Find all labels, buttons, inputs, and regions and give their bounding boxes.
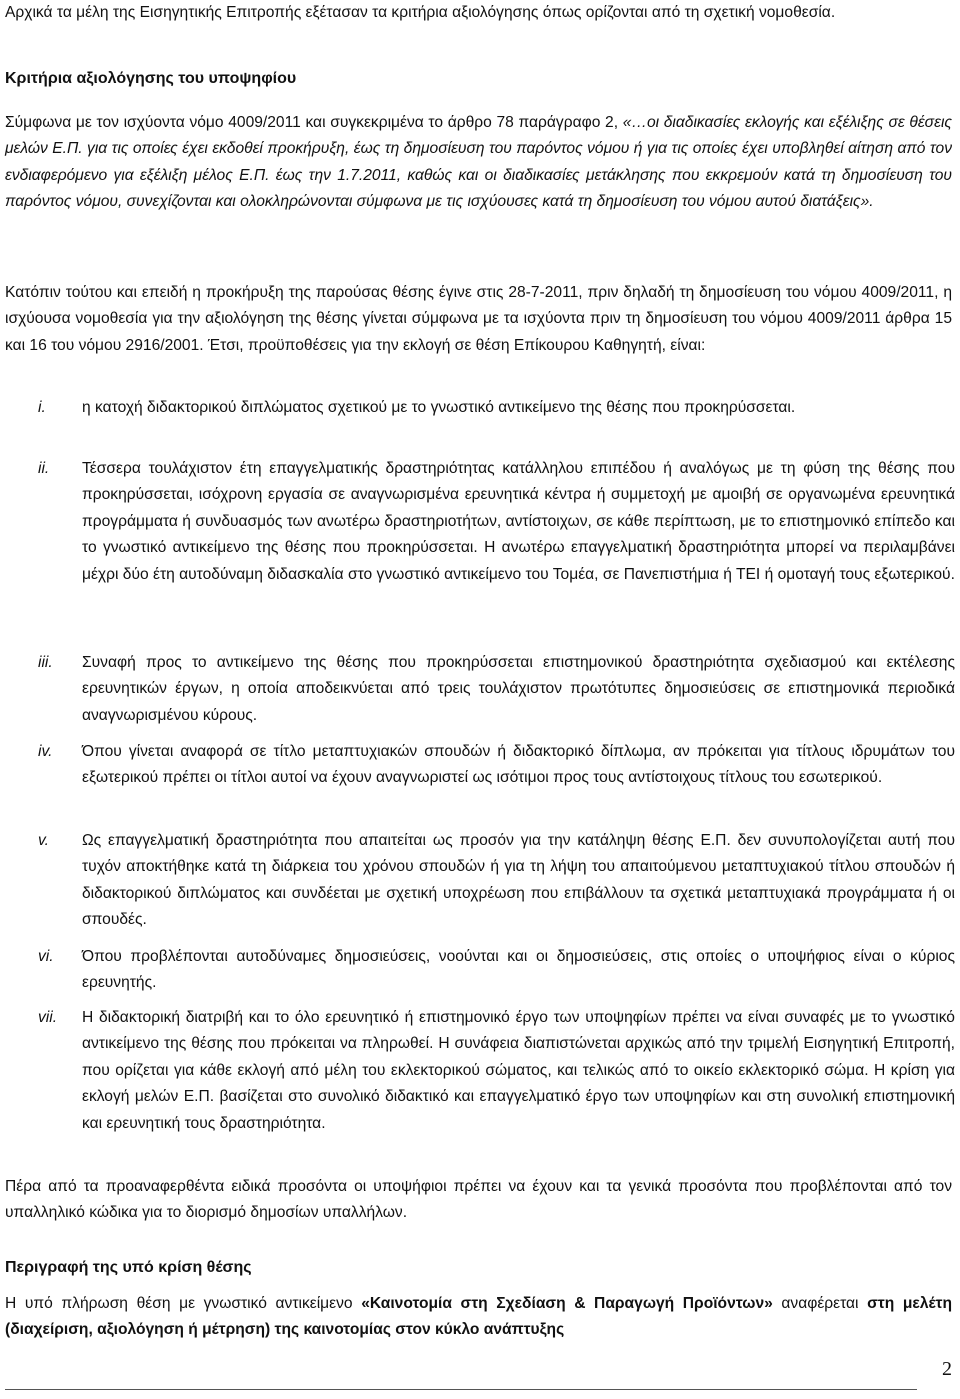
criteria-heading: Κριτήρια αξιολόγησης του υποψηφίου [5,70,297,87]
position-focus: στη μελέτη (διαχείριση, αξιολόγηση ή μέτρηση) της καινοτομίας στον κύκλο ανάπτυξης [5,1295,953,1339]
position-lead: Η υπό πλήρωση θέση με γνωστικό αντικείμενο [5,1295,362,1312]
criterion-number: vi. [38,948,54,965]
criterion-item [5,944,955,997]
criterion-text: Τέσσερα τουλάχιστον έτη επαγγελματικής δραστηριότητας κατάλληλου επιπέδου ή αναλόγως με τη φύση της θέσης που προκηρύσσεται, ισόχρονη εργασία σε αναγνωρισμένα ερευνητικά κέντρα ή συμμετοχή με αμοιβή σε οργανωμένα ερευνητικά προγράμματα ή συνδυασμός των ανωτέρω δραστηριοτήτων, αντίστοιχων, σε κάθε περίπτωση, με το επιστημονικό επίπεδο και το γνωστικό αντικείμενο της θέσης που προκηρύσσεται. Η ανωτέρω επαγγελματική δραστηριότητα μπορεί να περιλαμβάνει μέχρι δύο έτη αυτοδύναμη διδασκαλία στο γνωστικό αντικείμενο του Τομέα, σε Πανεπιστήμια ή ΤΕΙ ή ομοταγή τους εξωτερικού. [82,460,955,583]
position-subject: «Καινοτομία στη Σχεδίαση & Παραγωγή Προϊόντων» [361,1295,773,1312]
law-quote: «…οι διαδικασίες εκλογής και εξέλιξης σε θέσεις μελών Ε.Π. για τις οποίες έχει εκδοθεί προκήρυξη, έως τη δημοσίευση του παρόντος νόμου ή για τις οποίες έχει υποβληθεί αίτηση από τον ενδιαφερόμενο για εξέλιξη μέλος Ε.Π. έως την 1.7.2011, καθώς και οι διαδικασίες μετάκλησης που εκκρεμούν κατά τη δημοσίευση του παρόντος νόμου, συνεχίζονται και ολοκληρώνονται σύμφωνα με τις ισχύουσες κατά τη δημοσίευση του νόμου αυτού διατάξεις». [5,114,952,211]
criterion-number: v. [38,832,49,849]
criterion-number: ii. [38,460,50,477]
criterion-item [5,650,955,729]
criterion-item [5,395,955,421]
criterion-number: i. [38,399,46,416]
criterion-text: η κατοχή διδακτορικού διπλώματος σχετικού με το γνωστικό αντικείμενο της θέσης που προκηρύσσεται. [82,399,796,416]
description-heading: Περιγραφή της υπό κρίση θέσης [5,1259,252,1276]
page-number: 2 [942,1358,952,1380]
criterion-text: Όπου γίνεται αναφορά σε τίτλο μεταπτυχιακών σπουδών ή διδακτορικό δίπλωμα, αν πρόκειται για τίτλους ιδρυμάτων του εξωτερικού πρέπει οι τίτλοι αυτοί να έχουν αναγνωριστεί ως ισότιμοι προς τους αντίστοιχους τίτλους του εσωτερικού. [82,743,955,787]
criterion-item [5,739,955,792]
criterion-item [5,828,955,934]
criterion-number: iii. [38,654,53,671]
beyond-paragraph: Πέρα από τα προαναφερθέντα ειδικά προσόντα οι υποψήφιοι πρέπει να έχουν και τα γενικά προσόντα που προβλέπονται από τον υπαλληλικό κώδικα για το διορισμό δημοσίων υπαλλήλων. [5,1178,952,1222]
criterion-item [5,1005,955,1137]
criterion-text: Συναφή προς το αντικείμενο της θέσης που προκηρύσσεται επιστημονικού δραστηριότητα σχεδιασμού και εκτέλεσης ερευνητικών έργων, η οποία αποδεικνύεται από τρεις τουλάχιστον πρωτότυπες δημοσιεύσεις σε επιστημονικά περιοδικά αναγνωρισμένου κύρους. [82,654,955,724]
position-mid: αναφέρεται [772,1295,868,1312]
law-paragraph [5,110,952,216]
position-paragraph [5,1291,952,1344]
criterion-text: Όπου προβλέπονται αυτοδύναμες δημοσιεύσεις, νοούνται και οι δημοσιεύσεις, στις οποίες ο υποψήφιος είναι ο κύριος ερευνητής. [82,948,955,992]
law-lead: Σύμφωνα με τον ισχύοντα νόμο 4009/2011 και συγκεκριμένα το άρθρο 78 παράγραφο 2, [5,114,623,131]
criterion-item [5,456,955,588]
intro-paragraph: Αρχικά τα μέλη της Εισηγητικής Επιτροπής εξέτασαν τα κριτήρια αξιολόγησης όπως ορίζονται από τη σχετική νομοθεσία. [5,4,836,21]
criterion-text: Η διδακτορική διατριβή και το όλο ερευνητικό ή επιστημονικό έργο των υποψηφίων πρέπει να είναι συναφές με το γνωστικό αντικείμενο της θέσης που πρόκειται να πληρωθεί. Η συνάφεια διαπιστώνεται αρχικώς από την τριμελή Εισηγητική Επιτροπή, που ορίζεται για κάθε εκλογή από μέλη του εκλεκτορικού σώματος, και τελικώς από το οικείο εκλεκτορικό σώμα. Η κρίση για εκλογή μελών Ε.Π. βασίζεται στο συνολικό διδακτικό και επαγγελματικό έργο των υποψηφίων και στη συνολική επιστημονική και ερευνητική τους δραστηριότητα. [82,1009,955,1132]
criterion-number: vii. [38,1009,58,1026]
following-paragraph: Κατόπιν τούτου και επειδή η προκήρυξη της παρούσας θέσης έγινε στις 28-7-2011, πριν δηλαδή τη δημοσίευση του νόμου 4009/2011, η ισχύουσα νομοθεσία για την αξιολόγηση της θέσης γίνεται σύμφωνα με τα ισχύοντα πριν τη δημοσίευση του νόμου 4009/2011 άρθρα 15 και 16 του νόμου 2916/2001. Έτσι, προϋποθέσεις για την εκλογή σε θέση Επίκουρου Καθηγητή, είναι: [5,284,952,354]
criterion-number: iv. [38,743,53,760]
footer-rule [5,1389,917,1390]
criterion-text: Ως επαγγελματική δραστηριότητα που απαιτείται ως προσόν για την κατάληψη θέσης Ε.Π. δεν συνυπολογίζεται αυτή που τυχόν αποκτήθηκε κατά τη διάρκεια του χρόνου σπουδών ή για τη λήψη του απαιτούμενου μεταπτυχιακού τίτλου σπουδών ή διδακτορικού διπλώματος και συνδέεται με σχετική υποχρέωση που επιβάλλουν τα σχετικά μεταπτυχιακά προγράμματα ή οι σπουδές. [82,832,955,929]
